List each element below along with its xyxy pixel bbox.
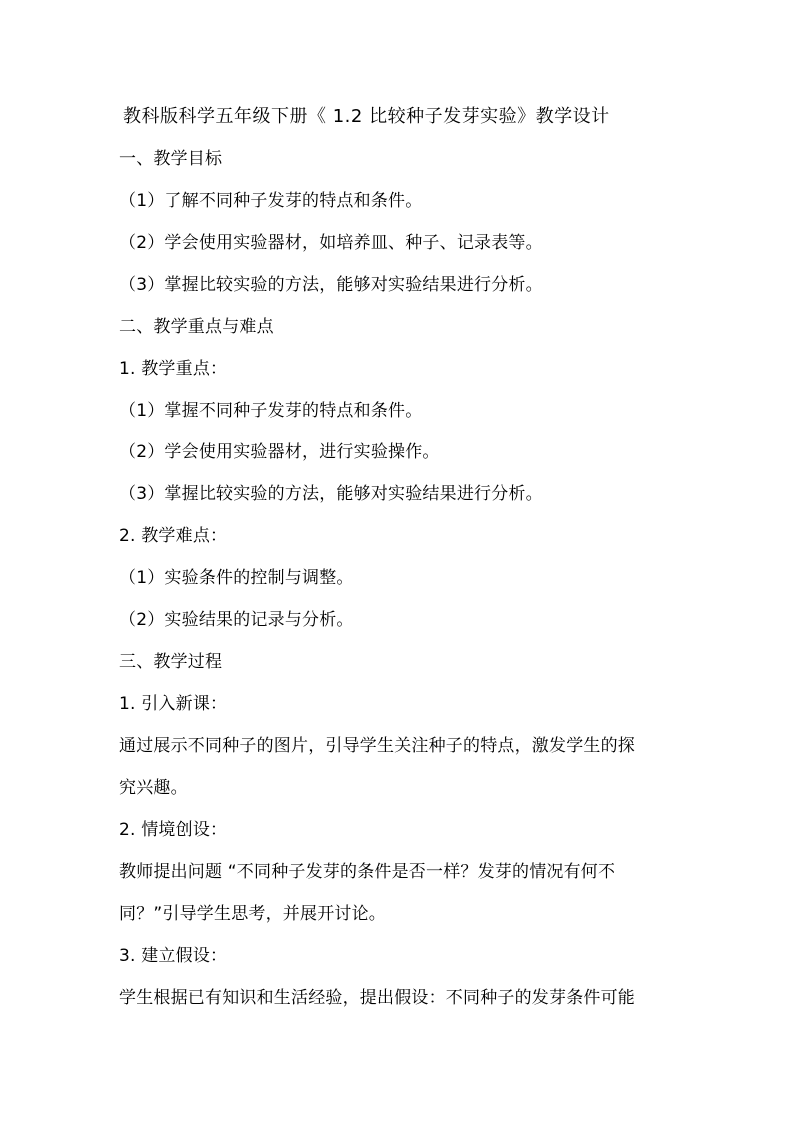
focus-item: （3）掌握比较实验的方法，能够对实验结果进行分析。 [119,484,543,504]
subheading-step3: 3. 建立假设： [119,946,228,966]
subheading-step1: 1. 引入新课： [119,694,228,714]
subheading-step2: 2. 情境创设： [119,820,228,840]
paragraph-line: 学生根据已有知识和生活经验，提出假设：不同种子的发芽条件可能 [119,988,635,1008]
paragraph-line: 教师提出问题 “不同种子发芽的条件是否一样？发芽的情况有何不 [119,862,616,882]
goal-item: （1）了解不同种子发芽的特点和条件。 [119,191,423,211]
section-heading-key-points: 二、教学重点与难点 [119,317,274,337]
focus-item: （2）学会使用实验器材，进行实验操作。 [119,442,440,462]
subheading-difficulty: 2. 教学难点： [119,526,228,546]
difficulty-item: （1）实验条件的控制与调整。 [119,568,354,588]
focus-item: （1）掌握不同种子发芽的特点和条件。 [119,401,423,421]
paragraph-line: 同？”引导学生思考，并展开讨论。 [119,904,387,924]
goal-item: （2）学会使用实验器材，如培养皿、种子、记录表等。 [119,233,543,253]
section-heading-goals: 一、教学目标 [119,149,223,169]
document-title: 教科版科学五年级下册《 1.2 比较种子发芽实验》教学设计 [123,106,610,127]
section-heading-process: 三、教学过程 [119,652,223,672]
difficulty-item: （2）实验结果的记录与分析。 [119,610,354,630]
paragraph-line: 究兴趣。 [119,778,188,798]
paragraph-line: 通过展示不同种子的图片，引导学生关注种子的特点，激发学生的探 [119,736,635,756]
subheading-focus: 1. 教学重点： [119,359,228,379]
goal-item: （3）掌握比较实验的方法，能够对实验结果进行分析。 [119,275,543,295]
